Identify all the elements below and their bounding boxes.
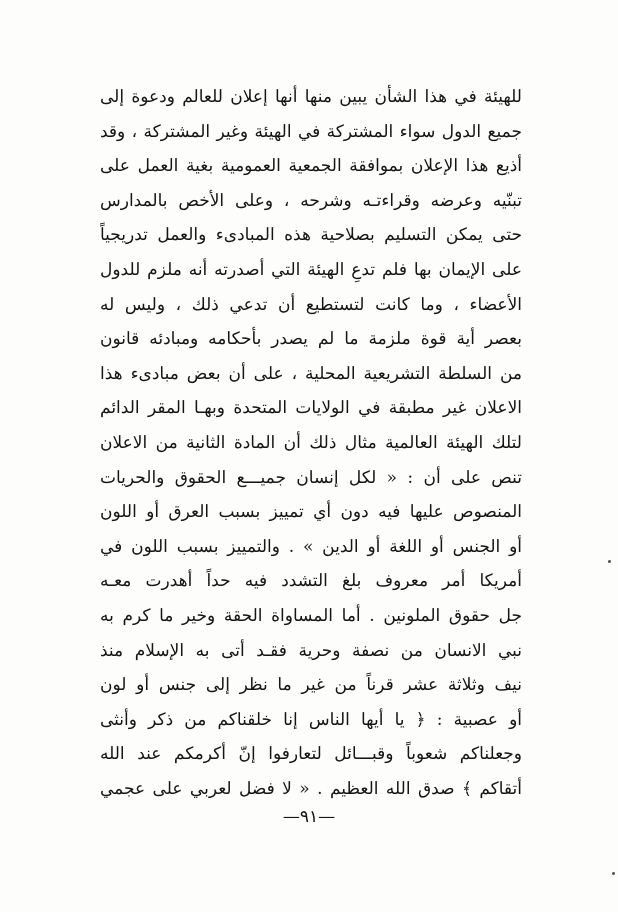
text-line: أذيع هذا الإعلان بموافقة الجمعية العمومية بغية العمل على bbox=[100, 156, 522, 177]
text-line: على الإيمان بها فلم تدعِ الهيئة التي أصدرته أنه ملزم للدول bbox=[100, 259, 522, 280]
text-line: جميع الدول سواء المشتركة في الهيئة وغير المشتركة ، وقد bbox=[100, 121, 522, 142]
text-line: للهيئة في هذا الشأن يبين منها أنها إعلان للعالم ودعوة إلى bbox=[100, 87, 522, 107]
text-line: تبنّيه وعرضه وقراءتـه وشرحه ، وعلى الأخص بالمدارس bbox=[100, 190, 522, 211]
text-line: جل حقوق الملونين . أما المساواة الحقة وخير ما كرم به bbox=[100, 605, 522, 626]
scan-speck bbox=[612, 872, 615, 875]
text-line: نبي الانسان من نصفة وحرية فقـد أتى به الإسلام منذ bbox=[100, 640, 522, 661]
text-line: أتقاكم ﴾ صدق الله العظيم . « لا فضل لعربي على عجمي bbox=[100, 778, 522, 799]
text-line: أو الجنس أو اللغة أو الدين » . والتمييز بسبب اللون في bbox=[100, 536, 522, 557]
text-line: الاعلان غير مطبقة في الولايات المتحدة وبهـا المقر الدائم bbox=[100, 398, 522, 419]
text-line: وجعلناكم شعوباً وقبـــائل لتعارفوا إنّ أكرمكم عند الله bbox=[100, 744, 522, 765]
text-line: بعصر أية قوة ملزمة ما لم يصدر بأحكامه ومبادئه قانون bbox=[100, 329, 522, 350]
scan-speck bbox=[608, 560, 611, 563]
text-line: أمريكا أمر معروف بلغ التشدد فيه حداً أهدرت معـه bbox=[100, 571, 522, 592]
body-text bbox=[100, 80, 522, 806]
text-line: المنصوص عليها فيه دون أي تمييز بسبب العرق أو اللون bbox=[100, 502, 522, 523]
page-number: —٩١— bbox=[282, 807, 336, 827]
text-line: حتى يمكن التسليم بصلاحية هذه المبادىء والعمل تدريجياً bbox=[100, 225, 522, 246]
text-line: تنص على أن : « لكل إنسان جميـــع الحقوق والحريات bbox=[100, 467, 522, 488]
text-line: أو عصبية : ﴿ يا أيها الناس إنا خلقناكم من ذكر وأنثى bbox=[100, 709, 522, 730]
text-line: الأعضاء ، وما كانت لتستطيع أن تدعي ذلك ، وليس له bbox=[100, 294, 522, 315]
text-line: من السلطة التشريعية المحلية ، على أن بعض مبادىء هذا bbox=[100, 363, 522, 384]
text-line: لتلك الهيئة العالمية مثال ذلك أن المادة الثانية من الاعلان bbox=[100, 432, 522, 453]
text-line: نيف وثلاثة عشر قرناً من غير ما نظر إلى جنس أو لون bbox=[100, 675, 522, 696]
